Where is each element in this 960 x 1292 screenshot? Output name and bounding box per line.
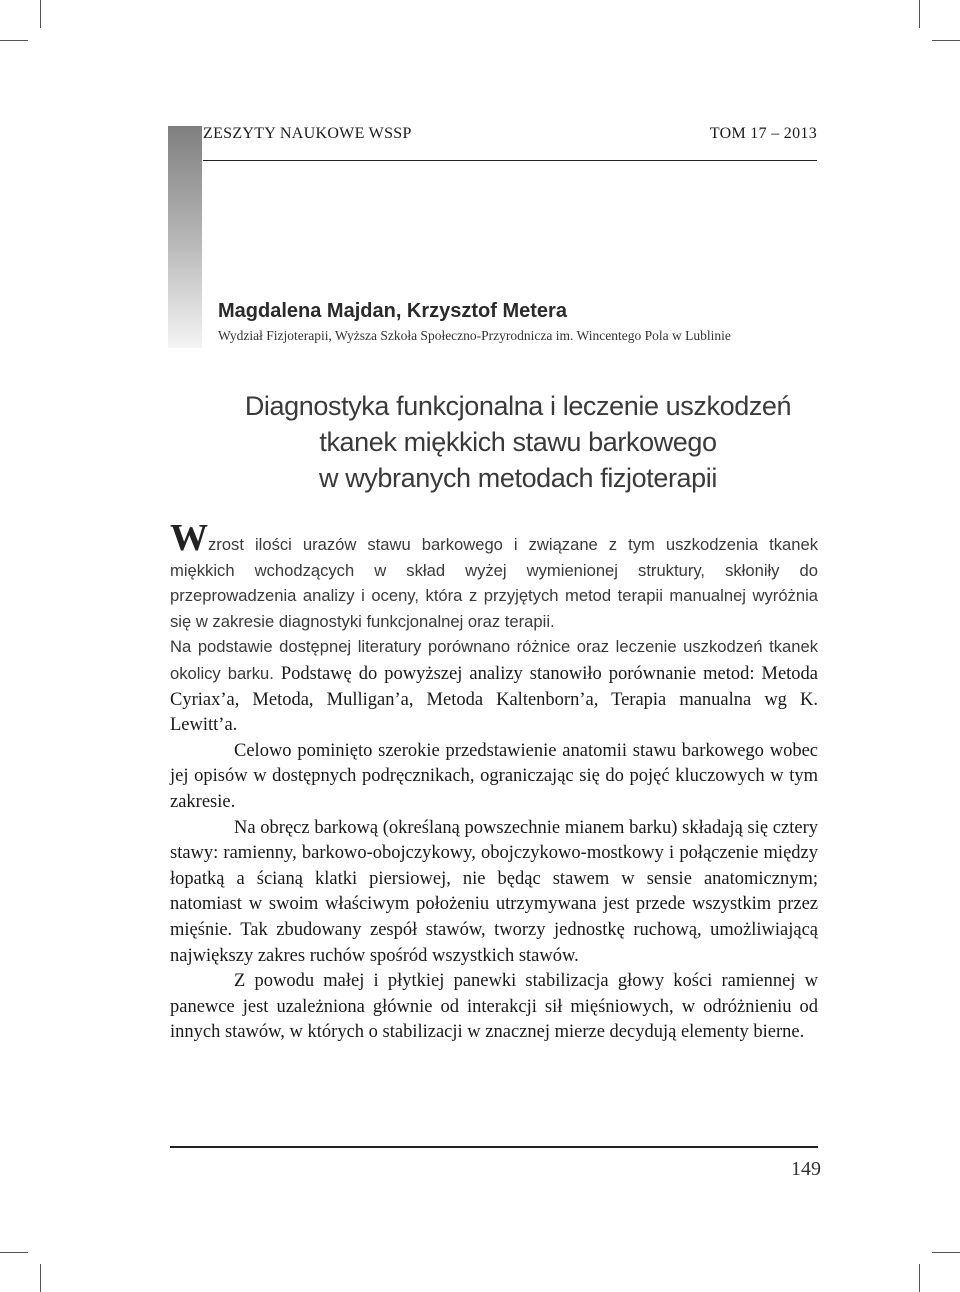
affiliation: Wydział Fizjoterapii, Wyższa Szkoła Społeczno-Przyrodnicza im. Wincentego Pola w Lublinie	[218, 328, 731, 343]
abstract-text: zrost ilości urazów stawu barkowego i związane z tym uszkodzenia tkanek miękkich wchodzących w skład wyżej wymienionej struktury, skłoniły do przeprowadzenia analizy i oceny, która z przyjętych metod terapii manualnej wyróżnia się w zakresie diagnostyki funkcjonalnej oraz terapii.	[170, 535, 818, 631]
crop-mark	[0, 40, 28, 41]
authors: Magdalena Majdan, Krzysztof Metera	[218, 300, 567, 322]
crop-mark	[919, 1264, 920, 1292]
decorative-gradient-bar	[168, 126, 202, 348]
body-paragraph: Celowo pominięto szerokie przedstawienie anatomii stawu barkowego wobec jej opisów w dostępnych podręcznikach, ograniczając się do pojęć kluczowych w tym zakresie.	[170, 740, 818, 812]
journal-name: ZESZYTY NAUKOWE WSSP	[203, 125, 412, 142]
volume-info: TOM 17 – 2013	[709, 125, 817, 142]
crop-mark	[40, 0, 41, 28]
mixed-paragraph	[170, 634, 818, 738]
page-number: 149	[791, 1158, 821, 1180]
article-body	[170, 517, 819, 1046]
abstract-paragraph	[170, 517, 818, 634]
running-header	[203, 122, 817, 161]
crop-mark	[0, 1252, 28, 1253]
body-paragraph: Z powodu małej i płytkiej panewki stabilizacja głowy kości ramiennej w panewce jest uzależniona głównie od interakcji sił mięśniowych, w odróżnieniu od innych stawów, w których o stabilizacji w znacznej mierze decydują elementy bierne.	[170, 971, 818, 1043]
title-line: Diagnostyka funkcjonalna i leczenie uszkodzeń	[244, 391, 792, 421]
crop-mark	[932, 40, 960, 41]
article-title	[168, 388, 868, 496]
title-line: w wybranych metodach fizjoterapii	[319, 463, 717, 493]
crop-mark	[40, 1264, 41, 1292]
drop-cap: W	[170, 517, 208, 559]
abstract-text-2: Na podstawie dostępnej literatury porównano różnice oraz leczenie uszkodzeń tkanek okolicy barku.	[170, 637, 818, 683]
body-paragraph: Na obręcz barkową (określaną powszechnie mianem barku) składają się cztery stawy: ramienny, barkowo-obojczykowy, obojczykowo-mostkowy i połączenie między łopatką a ścianą klatki piersiowej, nie będąc stawem w sensie anatomicznym; natomiast w swoim właściwym położeniu utrzymywana jest przede wszystkim przez mięśnie. Tak zbudowany zespół stawów, tworzy jednostkę ruchową, umożliwiającą największy zakres ruchów spośród wszystkich stawów.	[170, 817, 818, 966]
crop-mark	[932, 1252, 960, 1253]
title-line: tkanek miękkich stawu barkowego	[319, 427, 717, 457]
crop-mark	[919, 0, 920, 28]
footer-rule	[170, 1146, 818, 1148]
body-text: Podstawę do powyższej analizy stanowiło porównanie metod: Metoda Cyriax’a, Metoda, Mulligan’a, Metoda Kaltenborn’a, Terapia manualna wg K. Lewitt’a.	[170, 663, 819, 736]
